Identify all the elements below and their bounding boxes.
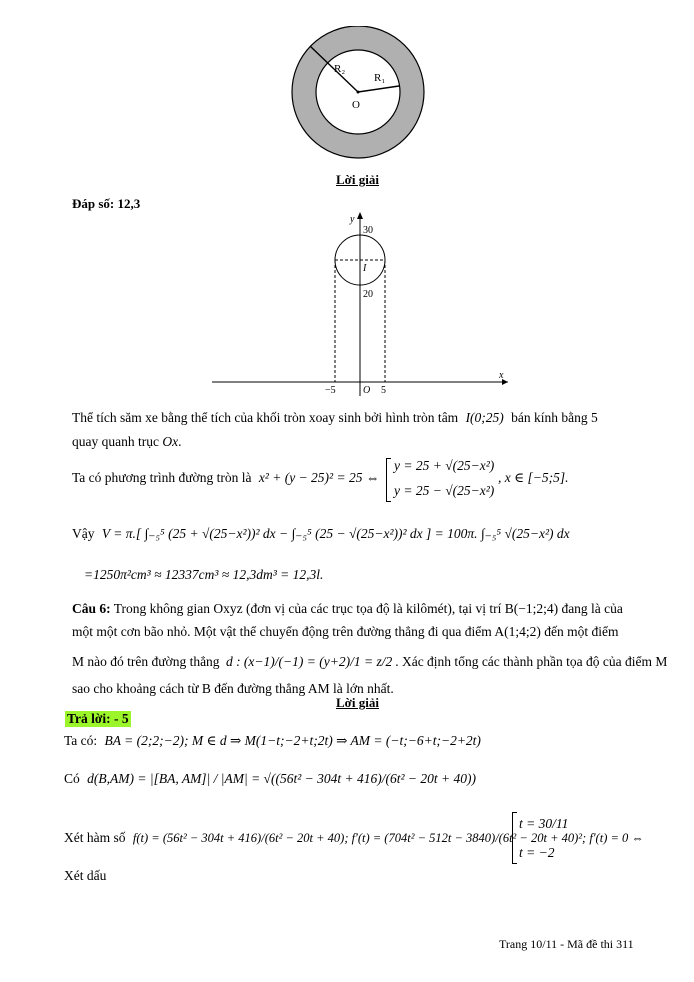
solution-title-2: Lời giải [336,695,379,710]
answer-value: 12,3 [117,196,141,211]
q6-line1: Câu 6: Trong không gian Oxyz (đơn vị của các trục tọa độ là kilômét), tại vị trí B(−1;2;4) đang là của [72,601,623,616]
para2-case2: y = 25 − √(25−x²) [394,483,495,498]
answer-2: Trả lời: - 5 [67,711,129,726]
q6-line3: M nào đó trên đường thẳng d : (x−1)/(−1) = (y+2)/1 = z/2 . Xác định tổng các thành phần tọa độ của điểm M [72,654,668,669]
sol-line2: Có d(B,AM) = |[BA, AM]| / |AM| = √((56t² − 304t + 416)/(6t² − 20t + 40)) [64,771,476,786]
tick-minus-5: −5 [325,385,336,396]
sol3-case1: t = 30/11 [519,816,569,831]
label-o: O [352,99,360,111]
sol-line1: Ta có: BA = (2;2;−2); M ∈ d ⇒ M(1−t;−2+t;2t) ⇒ AM = (−t;−6+t;−2+2t) [64,733,481,748]
annulus-figure [290,26,426,162]
graph-y-label: y [350,214,355,225]
circle-graph [212,210,512,396]
sol-line3: Xét hàm số f(t) = (56t² − 304t + 416)/(6t² − 20t + 40); f′(t) = (704t² − 512t − 3840)/(6t² − 20t + 40)²; f′(t) = 0 ⇔ [64,830,644,845]
solution-title-1: Lời giải [336,172,379,187]
sol3-case2: t = −2 [519,845,555,860]
para2-domain: , x ∈ [−5;5]. [498,470,569,485]
tick-5: 5 [381,385,386,396]
q6-line4: sao cho khoảng cách từ B đến đường thẳng AM là lớn nhất. [72,681,394,696]
answer-label: Đáp số: [72,196,115,211]
para2: Ta có phương trình đường tròn là x² + (y − 25)² = 25 ⇔ [72,470,380,485]
center-label: I [363,263,367,274]
para2-case1: y = 25 + √(25−x²) [394,458,495,473]
answer-row [72,196,140,212]
para3: Vậy V = π.[ ∫₋₅⁵ (25 + √(25−x²))² dx − ∫₋₅⁵ (25 − √(25−x²))² dx ] = 100π. ∫₋₅⁵ √(25−x²) dx [72,526,570,541]
t-bracket [512,812,517,864]
graph-x-label: x [499,370,504,381]
tick-30: 30 [363,225,373,236]
tick-20: 20 [363,289,373,300]
origin-label: O [363,385,371,396]
para3-result: =1250π²cm³ ≈ 12337cm³ ≈ 12,3dm³ = 12,3l. [84,567,324,582]
label-r2: R₂ [334,63,346,75]
label-r1: R₁ [374,72,386,84]
para1-line2: quay quanh trục Ox. [72,434,182,449]
case-bracket [386,458,391,502]
page-footer: Trang 10/11 - Mã đề thi 311 [499,937,634,951]
para1-line1: Thể tích săm xe bằng thể tích của khối tròn xoay sinh bởi hình tròn tâm I(0;25) bán kính bằng 5 [72,410,598,425]
q6-line2: một một cơn bão nhỏ. Một vật thể chuyển động trên đường thẳng đi qua điểm A(1;4;2) đến một điểm [72,624,619,639]
sol-line4: Xét dấu [64,868,107,883]
